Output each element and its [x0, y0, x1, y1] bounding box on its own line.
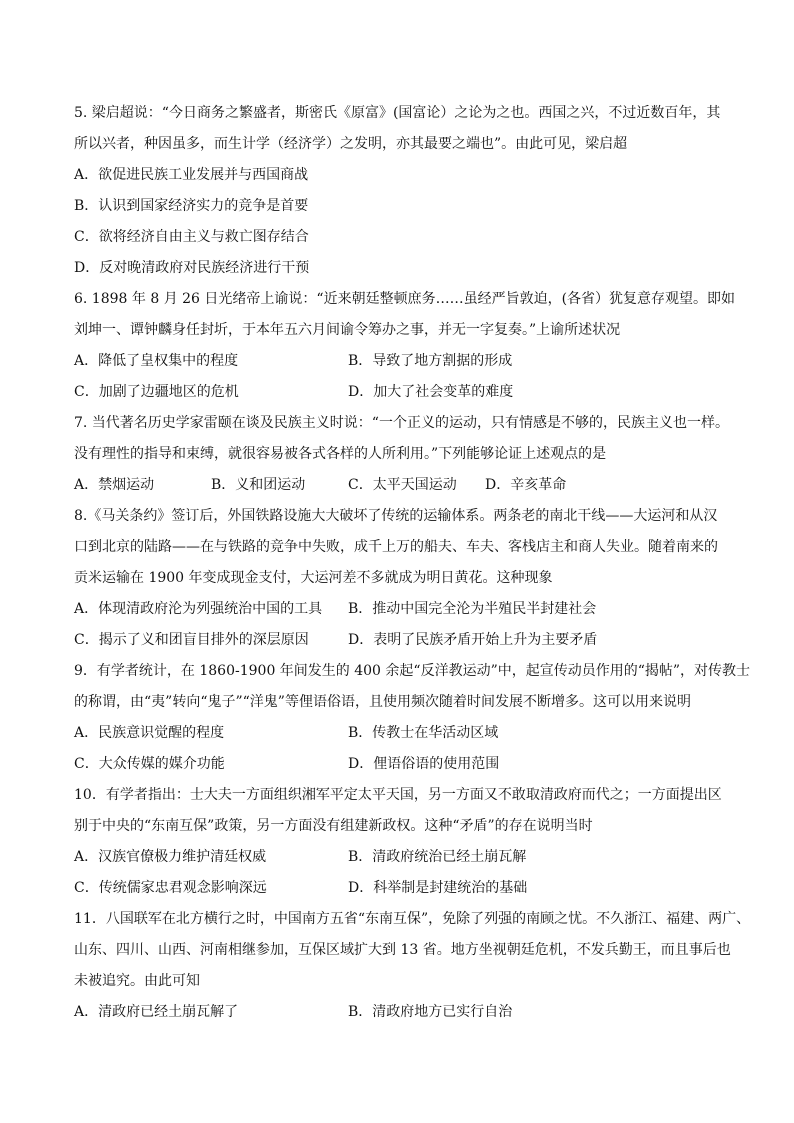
option-b: B．推动中国完全沦为半殖民半封建社会 — [348, 601, 597, 617]
option-b: B．义和团运动 — [211, 477, 306, 493]
option-row — [74, 873, 724, 904]
option-row — [74, 470, 724, 501]
option-c: C．大众传媒的媒介功能 — [74, 756, 225, 772]
option-row — [74, 842, 724, 873]
option-b: B．清政府地方已实行自治 — [348, 1004, 513, 1020]
option-row — [74, 718, 724, 749]
option-row — [74, 222, 724, 253]
question-10 — [74, 780, 724, 904]
option-row — [74, 346, 724, 377]
option-c: C．加剧了边疆地区的危机 — [74, 384, 239, 400]
question-stem-line: 8.《马关条约》签订后，外国铁路设施大大破坏了传统的运输体系。两条老的南北干线——大运河和从汉 — [74, 508, 718, 524]
option-d: D．辛亥革命 — [485, 477, 567, 493]
option-a: A．降低了皇权集中的程度 — [74, 353, 239, 369]
question-stem-line: 别于中央的“东南互保”政策，另一方面没有组建新政权。这种“矛盾”的存在说明当时 — [74, 818, 593, 834]
option-b: B．认识到国家经济实力的竞争是首要 — [74, 198, 309, 214]
question-8 — [74, 501, 724, 656]
option-row — [74, 191, 724, 222]
question-stem-line: 11．八国联军在北方横行之时，中国南方五省“东南互保”，免除了列强的南顾之忧。不久浙江、福建、两广、 — [74, 911, 751, 927]
question-stem-line: 5. 梁启超说：“今日商务之繁盛者，斯密氏《原富》(国富论）之论为之也。西国之兴，不过近数百年，其 — [74, 105, 721, 121]
question-stem-line: 7. 当代著名历史学家雷颐在谈及民族主义时说：“一个正义的运动，只有情感是不够的，民族主义也一样。 — [74, 415, 729, 431]
option-b: B．传教士在华活动区域 — [348, 725, 499, 741]
option-a: A．民族意识觉醒的程度 — [74, 725, 225, 741]
option-d: D．科举制是封建统治的基础 — [348, 880, 528, 896]
option-d: D．加大了社会变革的难度 — [348, 384, 514, 400]
question-6 — [74, 284, 736, 408]
option-c: C．太平天国运动 — [348, 477, 457, 493]
option-row — [74, 594, 724, 625]
question-5 — [74, 98, 724, 284]
option-d: D．表明了民族矛盾开始上升为主要矛盾 — [348, 632, 598, 648]
option-row — [74, 377, 724, 408]
question-stem-line: 没有理性的指导和束缚，就很容易被各式各样的人所利用。”下列能够论证上述观点的是 — [74, 446, 607, 462]
question-stem-line: 6. 1898 年 8 月 26 日光绪帝上谕说：“近来朝廷整顿庶务……虽经严旨敦迫，(各省）犹复意存观望。即如 — [74, 291, 736, 307]
question-stem-line: 刘坤一、谭钟麟身任封圻，于本年五六月间谕令筹办之事，并无一字复奏。”上谕所述状况 — [74, 322, 621, 338]
option-d: D．反对晚清政府对民族经济进行干预 — [74, 260, 310, 276]
option-row — [74, 749, 724, 780]
question-stem-line: 贡米运输在 1900 年变成现金支付，大运河差不多就成为明日黄花。这种现象 — [74, 570, 553, 586]
option-a: A．体现清政府沦为列强统治中国的工具 — [74, 601, 323, 617]
option-a: A．欲促进民族工业发展并与西国商战 — [74, 167, 309, 183]
option-b: B．导致了地方割据的形成 — [348, 353, 513, 369]
option-c: C．欲将经济自由主义与救亡图存结合 — [74, 229, 309, 245]
option-row — [74, 160, 724, 191]
question-stem-line: 9．有学者统计，在 1860-1900 年间发生的 400 余起“反洋教运动”中，起宣传动员作用的“揭帖”，对传教士 — [74, 663, 751, 679]
question-7 — [74, 408, 729, 501]
option-row — [74, 253, 724, 284]
option-c: C．揭示了义和团盲目排外的深层原因 — [74, 632, 309, 648]
option-a: A．禁烟运动 — [74, 477, 155, 493]
question-9 — [74, 656, 751, 780]
option-c: C．传统儒家忠君观念影响深远 — [74, 880, 267, 896]
question-stem-line: 10．有学者指出：士大夫一方面组织湘军平定太平天国，另一方面又不敢取清政府而代之；一方面提出区 — [74, 787, 722, 803]
question-stem-line: 所以兴者，种因虽多，而生计学（经济学）之发明，亦其最要之端也”。由此可见，梁启超 — [74, 136, 628, 152]
question-stem-line: 未被追究。由此可知 — [74, 973, 200, 989]
option-b: B．清政府统治已经土崩瓦解 — [348, 849, 527, 865]
question-11 — [74, 904, 751, 1028]
option-row — [74, 997, 724, 1028]
question-stem-line: 山东、四川、山西、河南相继参加，互保区域扩大到 13 省。地方坐视朝廷危机，不发兵勤王，而且事后也 — [74, 942, 731, 958]
option-a: A．汉族官僚极力维护清廷权威 — [74, 849, 267, 865]
option-a: A．清政府已经土崩瓦解了 — [74, 1004, 239, 1020]
option-d: D．俚语俗语的使用范围 — [348, 756, 500, 772]
option-row — [74, 625, 724, 656]
question-stem-line: 的称谓，由“夷”转向“鬼子”“洋鬼”等俚语俗语，且使用频次随着时间发展不断增多。这可以用来说明 — [74, 694, 691, 710]
question-stem-line: 口到北京的陆路——在与铁路的竞争中失败，成千上万的船夫、车夫、客栈店主和商人失业。随着南来的 — [74, 539, 718, 555]
exam-page — [74, 98, 751, 1028]
